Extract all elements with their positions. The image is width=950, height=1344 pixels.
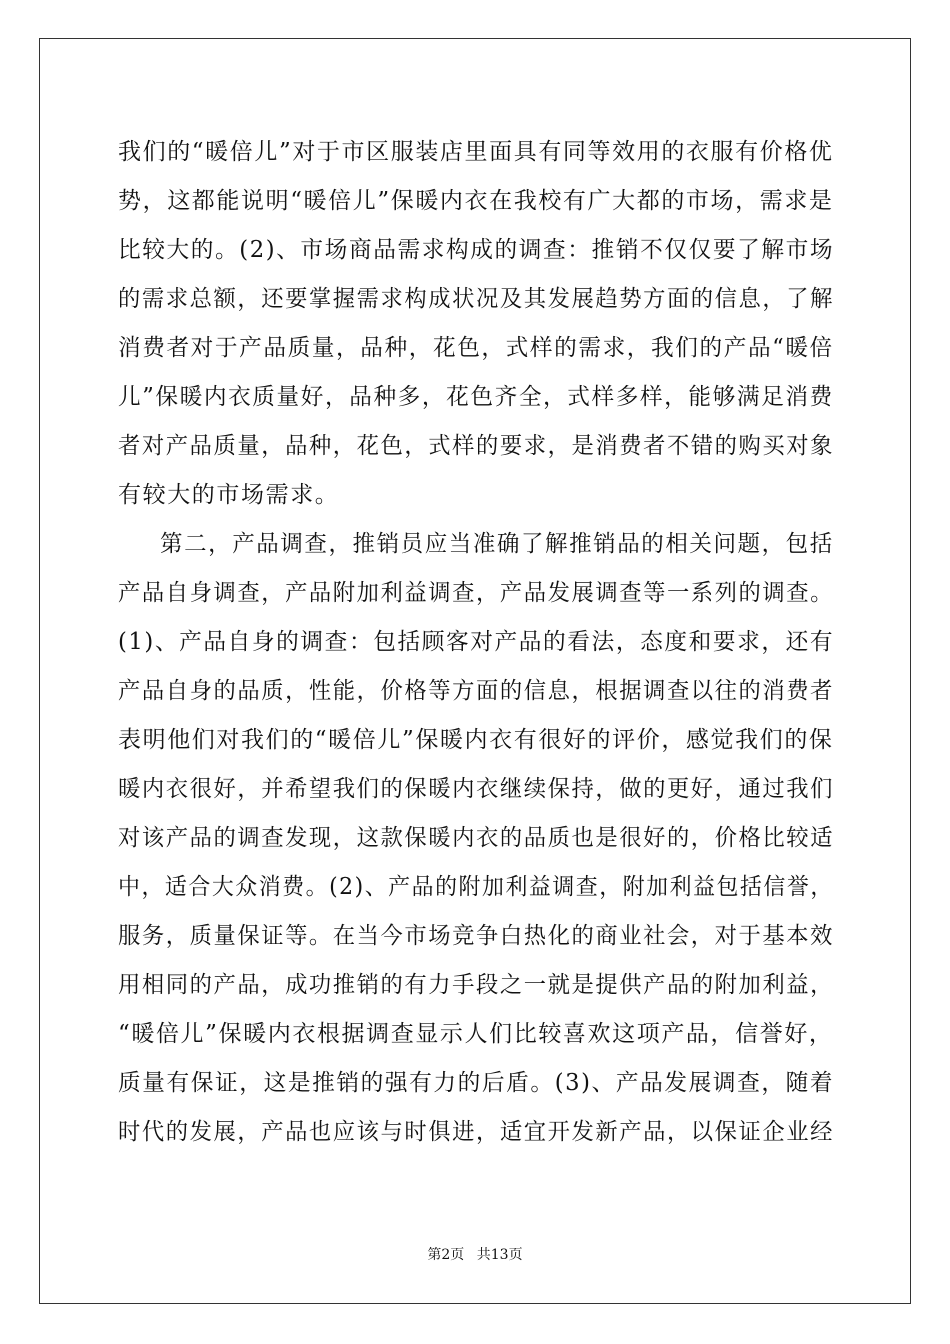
- text-line: 暖内衣很好，并希望我们的保暖内衣继续保持，做的更好，通过我们: [118, 776, 835, 802]
- text-line: 势，这都能说明“暖倍儿”保暖内衣在我校有广大都的市场，需求是: [118, 188, 834, 214]
- page-border: [39, 38, 911, 1304]
- text-line: 质量有保证，这是推销的强有力的后盾。(3)、产品发展调查，随着: [118, 1070, 835, 1096]
- text-line: “暖倍儿”保暖内衣根据调查显示人们比较喜欢这项产品，信誉好，: [118, 1021, 834, 1047]
- text-line: 产品自身的品质，性能，价格等方面的信息，根据调查以往的消费者: [118, 678, 835, 704]
- text-line: 比较大的。(2)、市场商品需求构成的调查：推销不仅仅要了解市场: [118, 237, 835, 263]
- text-line: 的需求总额，还要掌握需求构成状况及其发展趋势方面的信息，了解: [118, 286, 835, 312]
- text-line: 我们的“暖倍儿”对于市区服装店里面具有同等效用的衣服有价格优: [118, 139, 834, 165]
- text-line: 服务，质量保证等。在当今市场竞争白热化的商业社会，对于基本效: [118, 923, 835, 949]
- text-line: 产品自身调查，产品附加利益调查，产品发展调查等一系列的调查。: [118, 580, 835, 606]
- page-number: 第2页: [427, 1247, 465, 1263]
- page-total: 共13页: [476, 1247, 523, 1263]
- text-line: 中，适合大众消费。(2)、产品的附加利益调查，附加利益包括信誉，: [118, 874, 834, 900]
- text-line: 时代的发展，产品也应该与时俱进，适宜开发新产品，以保证企业经: [118, 1119, 835, 1145]
- text-line: 用相同的产品，成功推销的有力手段之一就是提供产品的附加利益，: [118, 972, 835, 998]
- page-footer: [0, 1246, 950, 1264]
- text-line: 消费者对于产品质量，品种，花色，式样的需求，我们的产品“暖倍: [118, 335, 834, 361]
- text-line: 有较大的市场需求。: [118, 482, 340, 508]
- text-line: 者对产品质量，品种，花色，式样的要求，是消费者不错的购买对象: [118, 433, 835, 459]
- text-line: 表明他们对我们的“暖倍儿”保暖内衣有很好的评价，感觉我们的保: [118, 727, 834, 753]
- text-line: 对该产品的调查发现，这款保暖内衣的品质也是很好的，价格比较适: [118, 825, 835, 851]
- text-line: 儿”保暖内衣质量好，品种多，花色齐全，式样多样，能够满足消费: [118, 384, 834, 410]
- text-line: 第二，产品调查，推销员应当准确了解推销品的相关问题，包括: [160, 531, 834, 557]
- text-line: (1)、产品自身的调查：包括顾客对产品的看法，态度和要求，还有: [118, 629, 835, 655]
